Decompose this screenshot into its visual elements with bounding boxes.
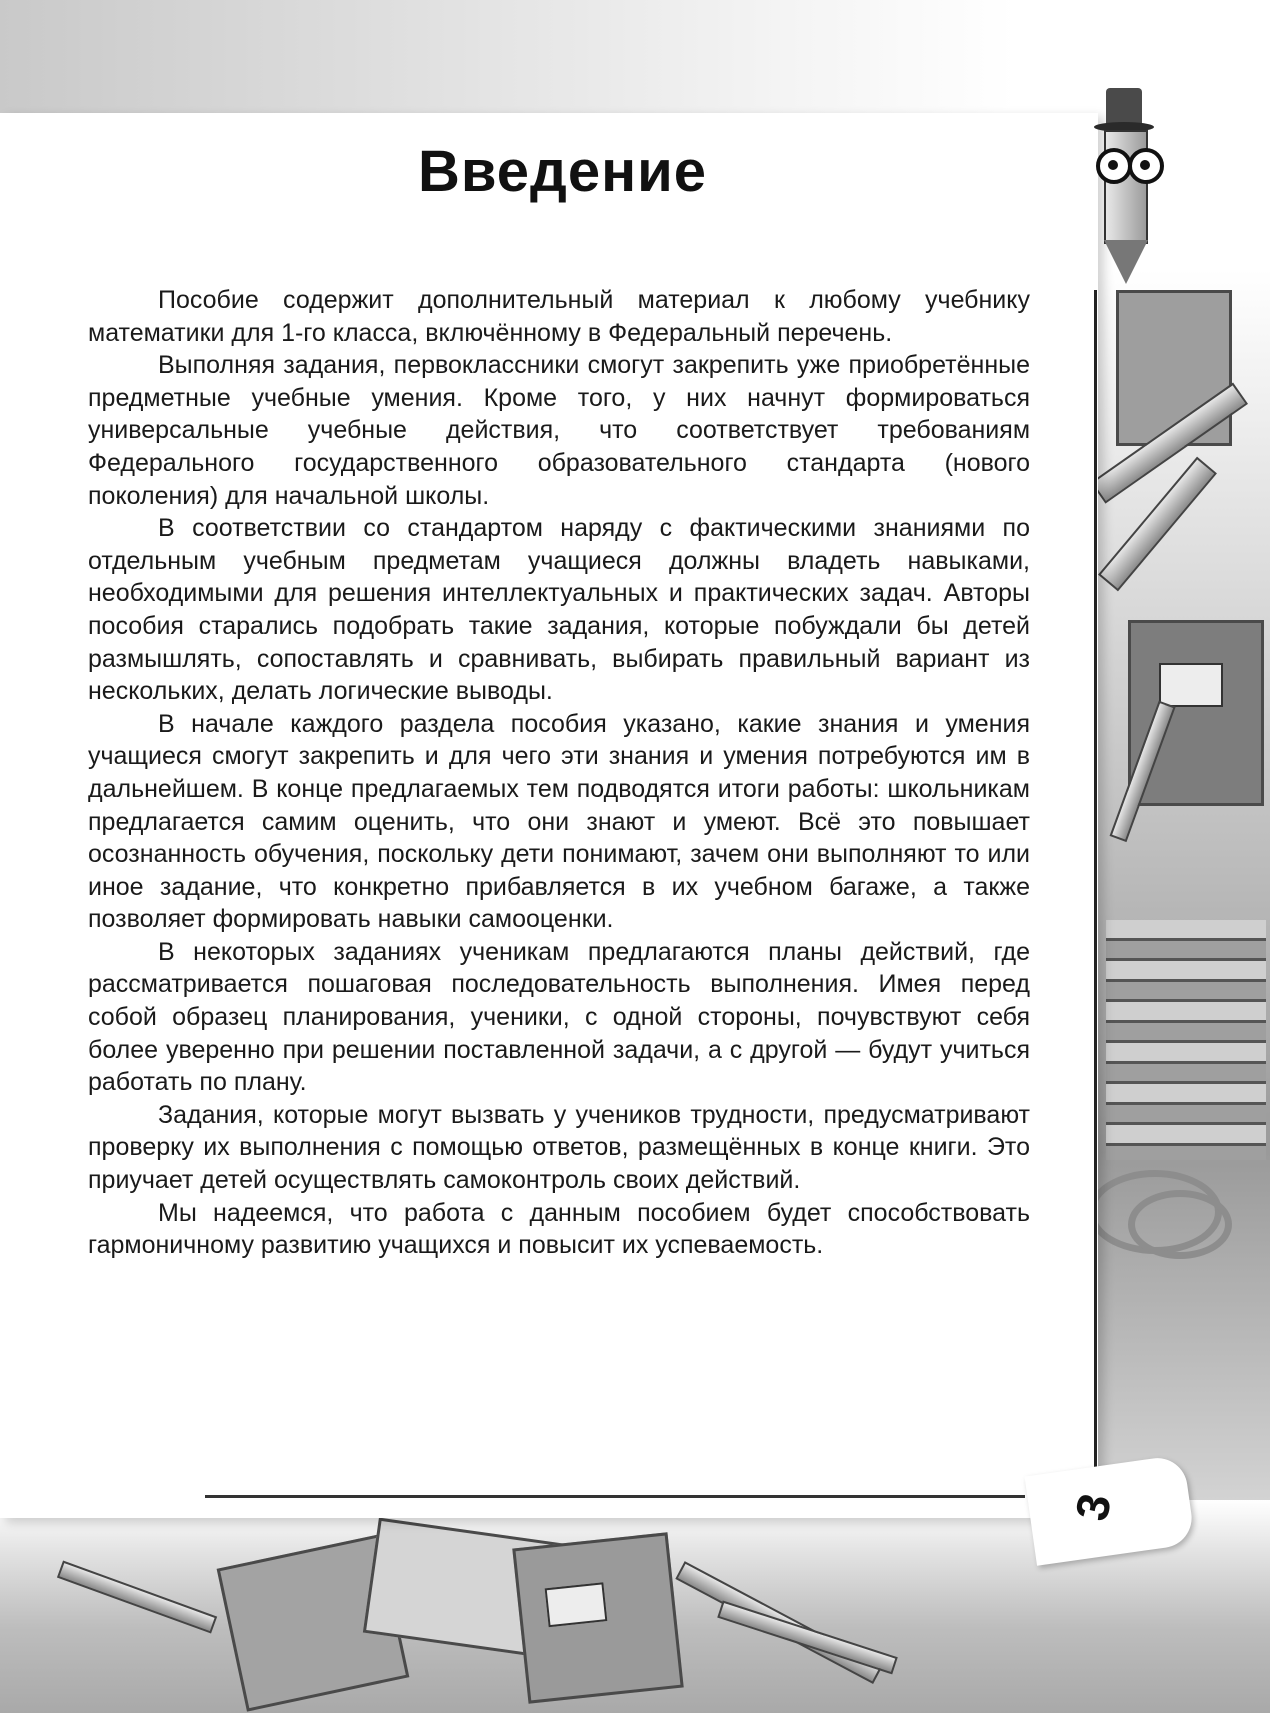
circle-drawing	[1128, 1190, 1232, 1259]
page-number: 3	[1064, 1489, 1122, 1525]
paragraph: В начале каждого раздела пособия указано, какие знания и умения учащиеся смогут закрепить и для чего эти знания и умения потребуются им в дальнейшем. В конце предлагаемых тем подводятся итоги работы: школьникам предлагается самим оценить, что они знают и умеют. Всё это повышает осознанность обучения, поскольку дети понимают, зачем они выполняют то или иное задание, что конкретно прибавляется в их учебном багаже, а также позволяет формировать навыки самооценки.	[88, 709, 1030, 934]
paragraph: Пособие содержит дополнительный материал к любому учебнику математики для 1-го класса, включённому в Федеральный перечень.	[88, 286, 1030, 347]
school-supplies-illustration	[1098, 270, 1270, 1530]
body-text	[88, 284, 1030, 1262]
mascot-hat	[1106, 88, 1142, 124]
notebook-label	[545, 1582, 608, 1627]
pencil-illustration	[717, 1600, 898, 1674]
paragraph: В соответствии со стандартом наряду с фактическими знаниями по отдельным учебным предметам учащиеся должны владеть навыками, необходимыми для решения интеллектуальных и практических задач. Авторы пособия старались подобрать такие задания, которые побуждали бы детей размышлять, сопоставлять и сравнивать, выбирать правильный вариант из нескольких, делать логические выводы.	[88, 514, 1030, 706]
mascot-tip	[1104, 240, 1148, 284]
margin-line	[1094, 290, 1097, 1520]
pencil-illustration	[57, 1561, 217, 1634]
paragraph: Задания, которые могут вызвать у учеников трудности, предусматривают проверку их выполнения с помощью ответов, размещённых в конце книги. Это приучает детей осуществлять самоконтроль своих действий.	[88, 1100, 1030, 1195]
paragraph: Выполняя задания, первоклассники смогут закрепить уже приобретённые предметные учебные умения. Кроме того, у них начнут формироваться универсальные учебные действия, что соответствует требованиям Федерального государственного образовательного стандарта (нового поколения) для начальной школы.	[88, 351, 1030, 510]
bottom-rule	[205, 1495, 1025, 1498]
paragraph: Мы надеемся, что работа с данным пособием будет способствовать гармоничному развитию учащихся и повысит их успеваемость.	[88, 1198, 1030, 1260]
notebook-illustration	[512, 1532, 683, 1703]
book-stack-illustration	[1106, 920, 1266, 1160]
mascot-right-glass	[1128, 148, 1164, 184]
paragraph: В некоторых заданиях ученикам предлагаются планы действий, где рассматривается пошаговая последовательность выполнения. Имея перед собой образец планирования, ученики, с одной стороны, почувствуют себя более уверенно при решении поставленной задачи, а с другой — будут учиться работать по плану.	[88, 937, 1030, 1097]
page-title: Введение	[417, 139, 708, 204]
notebook-label	[1159, 663, 1223, 707]
